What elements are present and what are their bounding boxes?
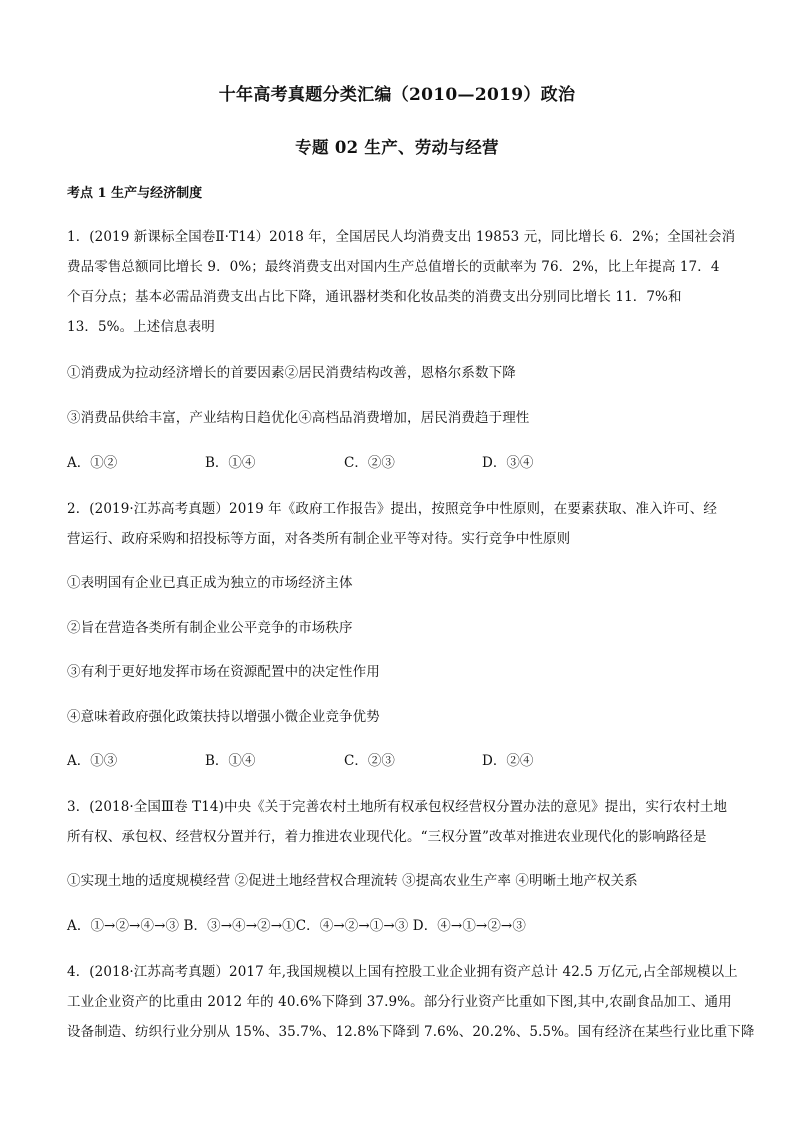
question-2-statement: ④意味着政府强化政策扶持以增强小微企业竞争优势 (67, 709, 380, 725)
question-4-stem-line: 工业企业资产的比重由 2012 年的 40.6%下降到 37.9%。部分行业资产比重如下图,其中,农副食品加工、通用 (67, 994, 732, 1010)
option-a: A．①② (67, 455, 118, 471)
question-1-stem-line: 1．(2019 新课标全国卷Ⅱ·T14）2018 年，全国居民人均消费支出 19853 元，同比增长 6．2%；全国社会消 (67, 229, 736, 245)
question-2-statement: ③有利于更好地发挥市场在资源配置中的决定性作用 (67, 664, 380, 680)
option-b: B．①④ (205, 753, 256, 769)
question-1-stem-line: 13．5%。上述信息表明 (67, 319, 215, 335)
option-c: C．②③ (344, 753, 395, 769)
section-heading: 考点 1 生产与经济制度 (67, 186, 203, 201)
option-b: B．①④ (205, 455, 256, 471)
question-4-stem-line: 4．(2018·江苏高考真题）2017 年,我国规模以上国有控股工业企业拥有资产总计 42.5 万亿元,占全部规模以上 (67, 964, 738, 980)
option-a: A．①③ (67, 753, 118, 769)
question-2-statement: ①表明国有企业已真正成为独立的市场经济主体 (67, 575, 353, 591)
question-3-stem-line: 所有权、承包权、经营权分置并行，着力推进农业现代化。“三权分置”改革对推进农业现代化的影响路径是 (67, 829, 707, 845)
question-1-statement: ③消费品供给丰富，产业结构日趋优化④高档品消费增加，居民消费趋于理性 (67, 410, 530, 426)
option-d: D．②④ (482, 753, 534, 769)
question-4-stem-line: 设备制造、纺织行业分别从 15%、35.7%、12.8%下降到 7.6%、20.2%、5.5%。国有经济在某些行业比重下降 (67, 1024, 755, 1040)
question-2-stem-line: 2．(2019·江苏高考真题）2019 年《政府工作报告》提出，按照竞争中性原则，在要素获取、准入许可、经 (67, 501, 717, 517)
document-subtitle: 专题 02 生产、劳动与经营 (295, 138, 499, 157)
option-d: D．③④ (482, 455, 534, 471)
question-1-statement: ①消费成为拉动经济增长的首要因素②居民消费结构改善，恩格尔系数下降 (67, 365, 516, 381)
question-3-stem-line: 3．(2018·全国Ⅲ卷 T14)中央《关于完善农村土地所有权承包权经营权分置办法的意见》提出，实行农村土地 (67, 799, 728, 815)
question-2-stem-line: 营运行、政府采购和招投标等方面，对各类所有制企业平等对待。实行竞争中性原则 (67, 531, 571, 547)
question-1-stem-line: 费品零售总额同比增长 9．0%；最终消费支出对国内生产总值增长的贡献率为 76．2%，比上年提高 17．4 (67, 259, 720, 275)
question-3-options: A．①→②→④→③ B．③→④→②→①C．④→②→①→③ D．④→①→②→③ (67, 918, 526, 934)
option-c: C．②③ (344, 455, 395, 471)
question-3-statements: ①实现土地的适度规模经营 ②促进土地经营权合理流转 ③提高农业生产率 ④明晰土地产权关系 (67, 873, 638, 889)
question-1-stem-line: 个百分点；基本必需品消费支出占比下降，通讯器材类和化妆品类的消费支出分别同比增长 11．7%和 (67, 289, 682, 305)
question-2-statement: ②旨在营造各类所有制企业公平竞争的市场秩序 (67, 620, 353, 636)
document-title: 十年高考真题分类汇编（2010—2019）政治 (218, 85, 576, 105)
